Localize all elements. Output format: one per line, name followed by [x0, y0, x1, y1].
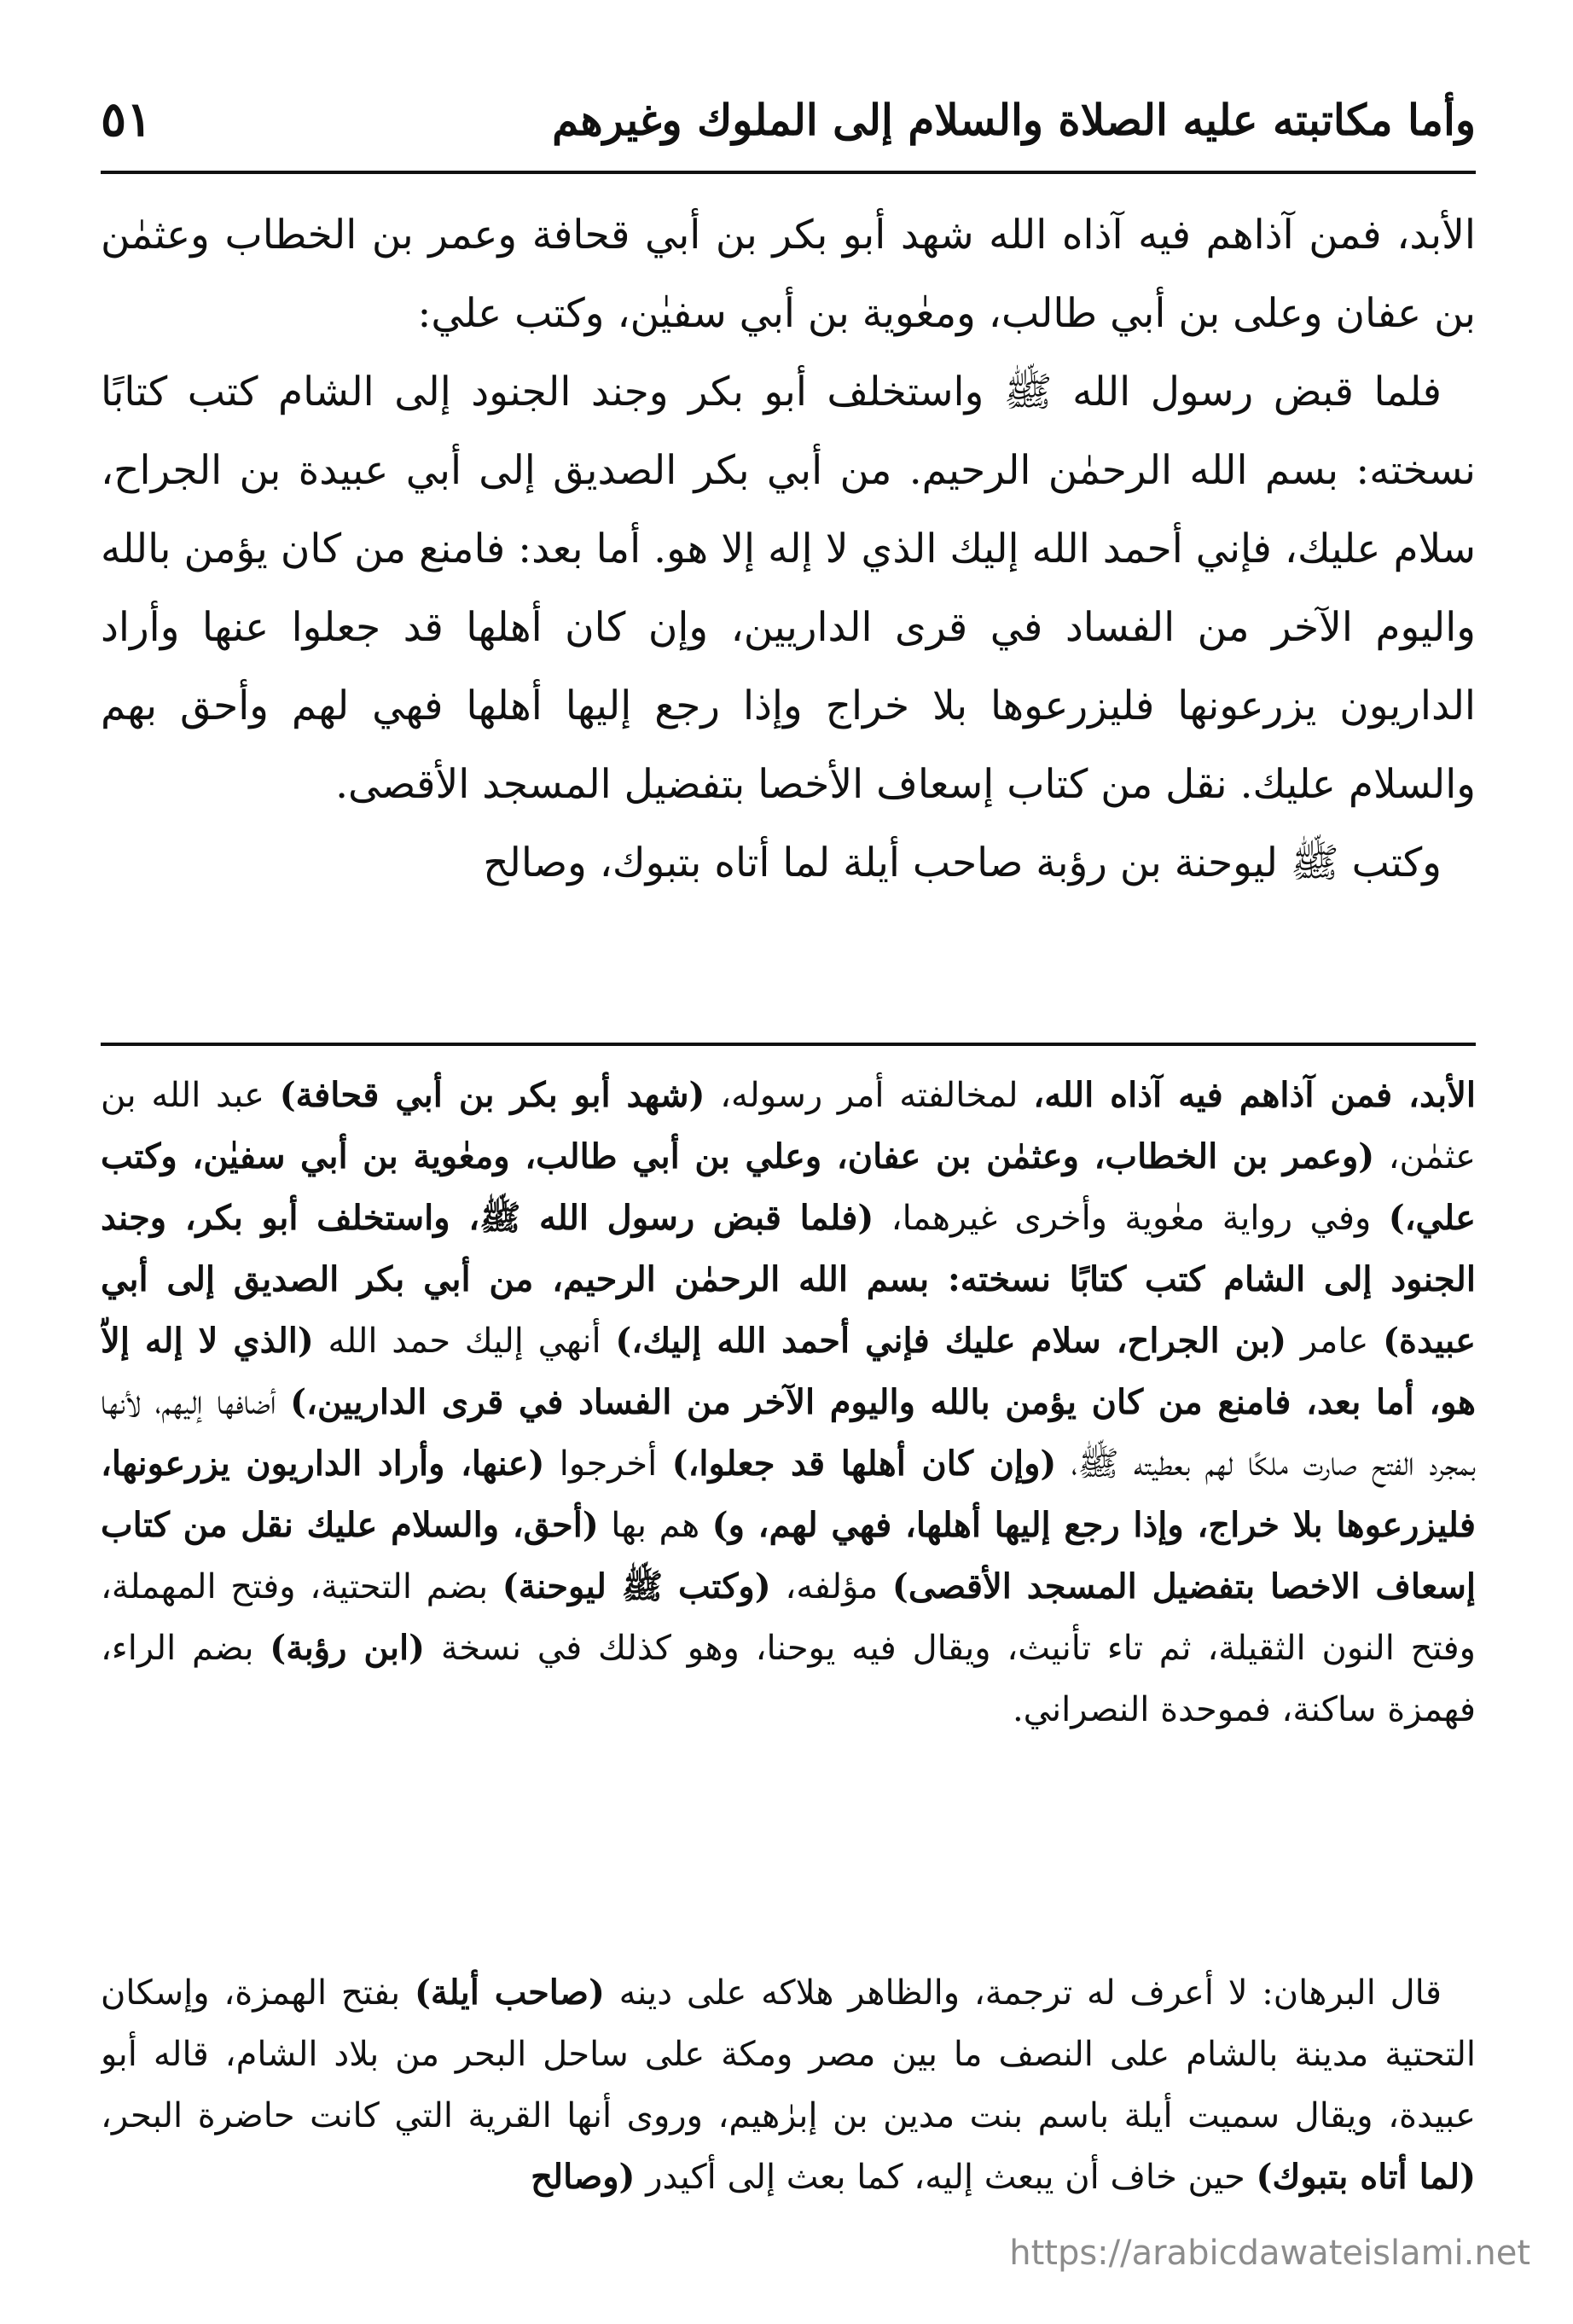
- quoted-matn: (بن الجراح، سلام عليك فإني أحمد الله إليك،): [615, 1321, 1287, 1361]
- commentary-gloss: أخرجوا: [544, 1444, 672, 1484]
- commentary-gloss: بفتح الهمزة، وإسكان التحتية مدينة بالشام على النصف ما بين مصر ومكة على ساحل البحر من بلاد الشام، قاله أبو عبيدة، ويقال سميت أيلة باسم بنت مدين بن إبرٰهيم، وروى أنها القرية التي كانت حاضرة البحر،: [101, 1973, 1476, 2135]
- commentary-gloss: عبد الله بن عثمٰن،: [101, 1076, 1476, 1177]
- commentary-gloss: بضم الراء، فهمزة ساكنة، فموحدة النصراني.: [101, 1629, 1476, 1729]
- quoted-matn: (وكتب ﷺ ليوحنة): [502, 1566, 771, 1606]
- page-number: ٥١: [101, 91, 153, 148]
- quoted-matn: (وإن كان أهلها قد جعلوا،): [671, 1444, 1057, 1484]
- quoted-matn: الأبد، فمن آذاهم فيه آذاه الله،: [1033, 1075, 1476, 1115]
- quoted-matn: (شهد أبو بكر بن أبي قحافة): [279, 1075, 705, 1115]
- main-text: [101, 196, 1476, 1015]
- header-divider: [101, 171, 1476, 174]
- quoted-matn: (ابن رؤبة): [270, 1628, 426, 1668]
- burhan-paragraph: [101, 1962, 1476, 2218]
- quoted-matn: (صاحب أيلة): [414, 1972, 605, 2013]
- commentary-gloss: أنهي إليك حمد الله: [313, 1322, 616, 1361]
- main-paragraph-1: الأبد، فمن آذاهم فيه آذاه الله شهد أبو بكر بن أبي قحافة وعمر بن الخطاب وعثمٰن بن عفان وعلى بن أبي طالب، ومعٰوية بن أبي سفيٰن، وكتب علي:: [101, 212, 1476, 337]
- commentary-gloss: قال البرهان: لا أعرف له ترجمة، والظاهر هلاكه على دينه: [604, 1973, 1442, 2013]
- commentary-gloss: وفي رواية معٰوية وأخرى غيرهما،: [874, 1199, 1389, 1238]
- commentary-gloss: عامر: [1286, 1322, 1384, 1361]
- commentary-paragraph: [101, 1065, 1476, 1740]
- main-paragraph-2: فلما قبض رسول الله ﷺ واستخلف أبو بكر وجند الجنود إلى الشام كتب كتابًا نسخته: بسم الله الرحمٰن الرحيم. من أبي بكر الصديق إلى أبي عبيدة بن الجراح، سلام عليك، فإني أحمد الله إليك الذي لا إله إلا هو. أما بعد: فامنع من كان يؤمن بالله واليوم الآخر من الفساد في قرى الداريين، وإن كان أهلها قد جعلوا عنها وأراد الداريون يزرعونها فليزرعوها بلا خراج وإذا رجع إليها أهلها فهي لهم وأحق بهم والسلام عليك. نقل من كتاب إسعاف الأخصا بتفضيل المسجد الأقصى.: [101, 369, 1476, 808]
- commentary-gloss: هم بها: [598, 1506, 712, 1545]
- commentary-gloss: بضم التحتية، وفتح المهملة، وفتح النون الثقيلة، ثم تاء تأنيث، ويقال فيه يوحنا، وهو كذلك في نسخة: [101, 1567, 1476, 1668]
- quoted-matn: (لما أتاه بتبوك): [1256, 2157, 1476, 2197]
- quoted-matn: (عنها، وأراد الداريون يزرعونها، فليزرعوها بلا خراج، وإذا رجع إليها أهلها، فهي لهم، و): [101, 1444, 1476, 1545]
- running-title: وأما مكاتبته عليه الصلاة والسلام إلى الملوك وغيرهم: [552, 94, 1476, 145]
- commentary-gloss: حين خاف أن يبعث إليه، كما بعث إلى أكيدر: [635, 2158, 1257, 2197]
- commentary-gloss: أضافها إليهم، لأنها بمجرد الفتح صارت ملكًا لهم بعطيته ﷺ،: [101, 1383, 1476, 1484]
- quoted-matn: (الذي لا إله إلاّ هو، أما بعد، فامنع من كان يؤمن بالله واليوم الآخر من الفساد في قرى الداريين،): [101, 1321, 1476, 1422]
- source-watermark: https://arabicdawateislami.net: [1009, 2234, 1530, 2273]
- page-header: [101, 81, 1476, 158]
- quoted-matn: (وصالح: [531, 2157, 636, 2197]
- quoted-matn: (فلما قبض رسول الله ﷺ، واستخلف أبو بكر، وجند الجنود إلى الشام كتب كتابًا نسخته: بسم الله الرحمٰن الرحيم، من أبي بكر الصديق إلى أبي عبيدة): [101, 1198, 1476, 1361]
- burhan-text: [101, 1962, 1476, 2208]
- main-paragraph-3: وكتب ﷺ ليوحنة بن رؤبة صاحب أيلة لما أتاه بتبوك، وصالح: [483, 840, 1442, 886]
- commentary-divider: [101, 1043, 1476, 1046]
- commentary-text: [101, 1065, 1476, 1926]
- quoted-matn: (أحق، والسلام عليك نقل من كتاب إسعاف الاخصا بتفضيل المسجد الأقصى): [101, 1505, 1476, 1606]
- quoted-matn: (وعمر بن الخطاب، وعثمٰن بن عفان، وعلي بن أبي طالب، ومعٰوية بن أبي سفيٰن، وكتب علي،): [101, 1136, 1476, 1238]
- commentary-gloss: مؤلفه،: [770, 1567, 892, 1606]
- commentary-gloss: لمخالفته أمر رسوله،: [705, 1076, 1034, 1115]
